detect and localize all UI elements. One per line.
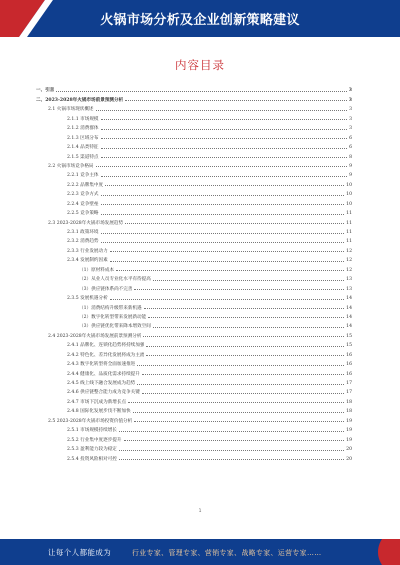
toc-dot-leader	[101, 214, 345, 215]
toc-entry[interactable]	[36, 244, 352, 253]
toc-entry-label: 2.4.4 健康化、品质化需求持续提升	[67, 371, 140, 377]
toc-entry-label: （3）供应链优化带来降本增效空间	[79, 324, 151, 330]
toc-entry[interactable]	[36, 386, 352, 395]
toc-entry-page: 13	[346, 277, 352, 283]
toc-dot-leader	[110, 261, 344, 262]
toc-entry[interactable]	[36, 329, 352, 338]
toc-entry-label: 2.2.3 竞争方式	[67, 192, 99, 198]
toc-entry-label: 2.3.2 消费趋势	[67, 239, 99, 245]
toc-dot-leader	[128, 402, 344, 403]
toc-dot-leader	[146, 346, 344, 347]
toc-entry[interactable]	[36, 358, 352, 367]
toc-entry[interactable]	[36, 216, 352, 225]
toc-entry-page: 11	[346, 211, 352, 217]
toc-dot-leader	[124, 440, 345, 441]
toc-entry[interactable]	[36, 122, 352, 131]
toc-dot-leader	[125, 100, 347, 101]
toc-dot-leader	[143, 336, 344, 337]
toc-entry[interactable]	[36, 339, 352, 348]
toc-entry-label: 二、2023-2028年火锅市场前景预测分析	[36, 97, 124, 103]
toc-entry-page: 14	[346, 305, 352, 311]
toc-entry[interactable]	[36, 311, 352, 320]
toc-dot-leader	[101, 176, 348, 177]
toc-dot-leader	[101, 129, 348, 130]
toc-dot-leader	[116, 270, 344, 271]
toc-dot-leader	[101, 138, 348, 139]
toc-entry[interactable]	[36, 282, 352, 291]
toc-entry[interactable]	[36, 424, 352, 433]
toc-entry[interactable]	[36, 452, 352, 461]
toc-entry-page: 14	[346, 324, 352, 330]
toc-dot-leader	[133, 412, 344, 413]
toc-dot-leader	[105, 185, 344, 186]
footer-banner	[0, 539, 400, 565]
toc-dot-leader	[137, 365, 344, 366]
toc-entry-page: 6	[349, 135, 352, 141]
toc-dot-leader	[119, 459, 344, 460]
toc-entry[interactable]	[36, 197, 352, 206]
toc-entry[interactable]	[36, 93, 352, 102]
toc-entry-label: （1）原材料成本	[79, 267, 115, 273]
toc-entry[interactable]	[36, 254, 352, 263]
toc-entry[interactable]	[36, 301, 352, 310]
toc-entry-page: 14	[346, 314, 352, 320]
toc-entry[interactable]	[36, 367, 352, 376]
toc-entry-page: 3	[349, 126, 352, 132]
toc-dot-leader	[125, 223, 344, 224]
toc-entry-label: 2.3.3 行业发展动力	[67, 248, 108, 254]
toc-entry-label: 2.4.2 特色化、差异化发展将成为主流	[67, 352, 145, 358]
toc-dot-leader	[142, 393, 344, 394]
toc-entry-page: 6	[349, 145, 352, 151]
toc-entry-label: （2）数字化转型带来发展新动能	[79, 314, 147, 320]
toc-entry-page: 16	[346, 362, 352, 368]
toc-entry[interactable]	[36, 169, 352, 178]
toc-dot-leader	[101, 119, 348, 120]
toc-entry-page: 15	[346, 343, 352, 349]
toc-entry-label: 2.4.8 国际化发展步伐不断加快	[67, 409, 131, 415]
toc-entry-label: 2.4.1 品牌化、连锁化趋势将持续加强	[67, 343, 145, 349]
toc-entry[interactable]	[36, 292, 352, 301]
toc-entry-page: 19	[346, 437, 352, 443]
toc-entry[interactable]	[36, 443, 352, 452]
toc-entry-page: 19	[346, 418, 352, 424]
toc-entry[interactable]	[36, 150, 352, 159]
toc-entry[interactable]	[36, 377, 352, 386]
toc-entry-page: 20	[346, 456, 352, 462]
toc-entry[interactable]	[36, 414, 352, 423]
toc-entry[interactable]	[36, 178, 352, 187]
toc-entry[interactable]	[36, 84, 352, 93]
toc-entry-page: 12	[346, 258, 352, 264]
header-banner	[0, 0, 400, 37]
toc-dot-leader	[144, 308, 344, 309]
toc-entry-label: 2.2 火锅市场竞争格局	[48, 163, 94, 169]
toc-entry-page: 3	[348, 97, 352, 103]
toc-entry[interactable]	[36, 103, 352, 112]
toc-entry-page: 17	[346, 381, 352, 386]
toc-entry-label: 2.5.1 市场规模持续增长	[67, 428, 117, 434]
toc-entry-label: 2.3 2023-2028年火锅市场发展趋势	[48, 220, 124, 226]
toc-dot-leader	[110, 299, 344, 300]
toc-entry-page: 3	[349, 116, 352, 122]
toc-entry-page: 17	[346, 390, 352, 396]
toc-entry[interactable]	[36, 141, 352, 150]
toc-entry-label: 2.3.5 发展机遇分析	[67, 296, 108, 302]
toc-dot-leader	[110, 251, 344, 252]
toc-entry-label: 2.5.4 投资风险相对可控	[67, 456, 117, 462]
toc-entry-label: （3）供应链体系尚不完善	[79, 286, 133, 292]
toc-entry-page: 3	[349, 107, 352, 113]
toc-dot-leader	[142, 374, 344, 375]
toc-dot-leader	[146, 355, 344, 356]
toc-entry-page: 16	[346, 371, 352, 377]
toc-entry[interactable]	[36, 263, 352, 272]
toc-entry[interactable]	[36, 235, 352, 244]
toc-entry-label: 2.4.7 市场下沉成为新增长点	[67, 399, 127, 405]
toc-dot-leader	[101, 242, 345, 243]
toc-dot-leader	[101, 157, 348, 158]
toc-heading: 内容目录	[175, 58, 225, 72]
toc-entry-page: 13	[346, 286, 352, 292]
toc-entry[interactable]	[36, 348, 352, 357]
toc-entry-label: 2.3.1 政策环境	[67, 230, 99, 235]
toc-entry-page: 18	[346, 399, 352, 405]
toc-dot-leader	[137, 384, 344, 385]
toc-entry-label: 2.4.6 供应链整合能力成为竞争关键	[67, 390, 140, 396]
toc-entry-label: 2.5.2 行业集中度逐步提升	[67, 437, 122, 443]
toc-entry-page: 3	[348, 88, 352, 94]
toc-entry-label: 2.4 2023-2028年火锅市场发展前景预测分析	[48, 333, 142, 339]
toc-entry-page: 16	[346, 352, 352, 358]
toc-entry-page: 11	[346, 239, 352, 245]
toc-entry-page: 11	[346, 230, 352, 235]
toc-dot-leader	[96, 110, 348, 111]
toc-dot-leader	[119, 450, 344, 451]
toc-entry-label: 2.2.5 竞争策略	[67, 211, 99, 217]
toc-dot-leader	[153, 280, 344, 281]
toc-entry-label: 2.1.5 渠道特点	[67, 154, 99, 160]
toc-entry-label: 2.5.3 盈利能力较为稳定	[67, 447, 117, 453]
toc-dot-leader	[134, 289, 344, 290]
toc-entry-label: （2）从业人员专业化水平有待提高	[79, 277, 151, 283]
page-number: 1	[198, 509, 202, 514]
toc-entry-page: 12	[346, 267, 352, 273]
toc-entry-label: 2.2.2 品牌集中度	[67, 182, 104, 188]
toc-entry-label: （1）消费结构升级带来新机遇	[79, 305, 142, 311]
toc-dot-leader	[119, 431, 344, 432]
toc-entry[interactable]	[36, 131, 352, 140]
toc-entry-page: 12	[346, 248, 352, 254]
toc-entry[interactable]	[36, 112, 352, 121]
toc-entry-label: 2.1.2 消费群体	[67, 126, 99, 132]
table-of-contents	[36, 84, 352, 462]
toc-entry-page: 18	[346, 409, 352, 415]
toc-entry-label: 2.1.3 区域分布	[67, 135, 99, 141]
toc-dot-leader	[134, 421, 344, 422]
toc-entry-label: 2.4.5 线上线下融合发展成为趋势	[67, 381, 136, 386]
toc-dot-leader	[153, 327, 344, 328]
toc-entry[interactable]	[36, 207, 352, 216]
toc-entry-page: 14	[346, 296, 352, 302]
toc-dot-leader	[101, 233, 345, 234]
toc-entry[interactable]	[36, 273, 352, 282]
toc-entry[interactable]	[36, 395, 352, 404]
toc-entry-label: 2.2.4 竞争壁垒	[67, 201, 99, 207]
toc-entry-page: 10	[346, 192, 352, 198]
toc-entry-page: 20	[346, 447, 352, 453]
toc-entry-label: 一、引言	[36, 88, 55, 94]
footer-slogan: 让每个人都能成为	[48, 548, 112, 557]
toc-entry-page: 11	[346, 220, 352, 226]
toc-entry[interactable]	[36, 226, 352, 235]
toc-dot-leader	[101, 195, 345, 196]
toc-entry[interactable]	[36, 433, 352, 442]
toc-entry[interactable]	[36, 160, 352, 169]
toc-entry-label: 2.1 火锅市场现状概述	[48, 107, 94, 113]
toc-entry-label: 2.4.3 数字化转型将全面加速推进	[67, 362, 136, 368]
toc-entry[interactable]	[36, 320, 352, 329]
toc-dot-leader	[56, 91, 346, 92]
toc-entry-page: 9	[349, 173, 352, 179]
toc-entry-label: 2.2.1 竞争主体	[67, 173, 99, 179]
toc-dot-leader	[101, 148, 348, 149]
toc-entry-page: 8	[349, 154, 352, 160]
toc-entry-label: 2.3.4 发展制约因素	[67, 258, 108, 264]
toc-entry[interactable]	[36, 405, 352, 414]
toc-entry-page: 9	[349, 163, 352, 169]
toc-entry-label: 2.1.4 品类特征	[67, 145, 99, 151]
footer-tagline: 行业专家、管理专家、营销专家、战略专家、运营专家……	[132, 549, 322, 557]
toc-entry-page: 19	[346, 428, 352, 434]
toc-dot-leader	[101, 204, 345, 205]
toc-entry-page: 10	[346, 182, 352, 188]
toc-dot-leader	[148, 317, 344, 318]
toc-entry-label: 2.1.1 市场规模	[67, 116, 99, 122]
document-title: 火锅市场分析及企业创新策略建议	[100, 13, 300, 28]
toc-entry-label: 2.5 2023-2028年火锅市场投资价值分析	[48, 418, 133, 424]
toc-dot-leader	[96, 166, 348, 167]
footer-red-decoration	[378, 539, 400, 565]
toc-entry-page: 10	[346, 201, 352, 207]
toc-entry[interactable]	[36, 188, 352, 197]
toc-entry-page: 15	[346, 333, 352, 339]
